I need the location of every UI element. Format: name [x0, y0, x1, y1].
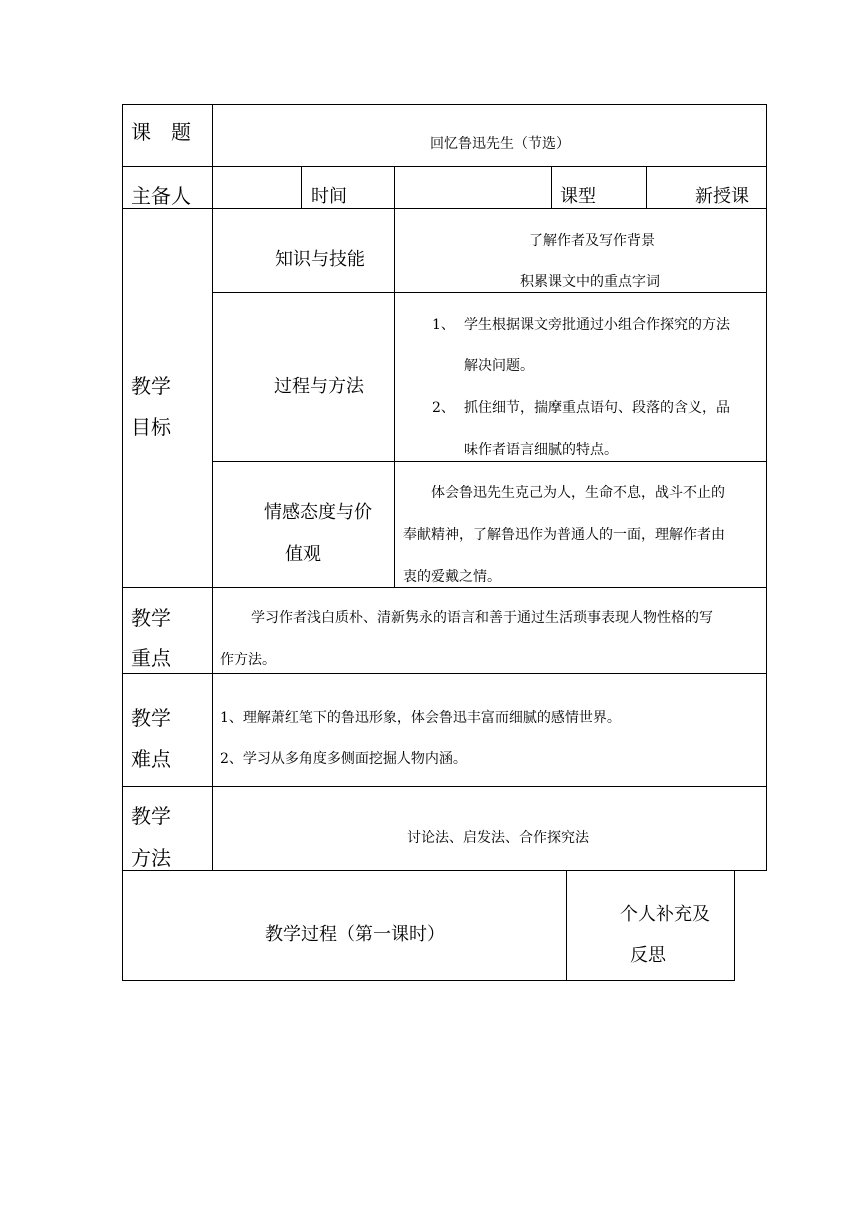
process-item-text: 抓住细节，揣摩重点语句、段落的含义，品 — [464, 400, 730, 416]
difficulty-line: 2、学习从多角度多侧面挖掘人物内涵。 — [220, 751, 467, 767]
key-points-line: 作方法。 — [220, 652, 276, 668]
process-method-label: 过程与方法 — [274, 376, 364, 397]
difficulties-label-2: 难点 — [131, 747, 171, 771]
knowledge-skills-label: 知识与技能 — [275, 249, 365, 270]
lesson-type-value: 新授课 — [695, 186, 749, 207]
key-points-line: 学习作者浅白质朴、清新隽永的语言和善于通过生活琐事表现人物性格的写 — [251, 610, 713, 626]
difficulties-label: 教学 — [131, 706, 171, 730]
process-item-text: 解决问题。 — [464, 358, 534, 374]
process-item-text: 味作者语言细腻的特点。 — [464, 442, 618, 458]
methods-label: 教学 — [131, 804, 171, 828]
topic-label: 课 题 — [131, 120, 191, 144]
teaching-process-title: 教学过程（第一课时） — [265, 924, 445, 945]
emotion-attitude-label: 情感态度与价 — [264, 502, 372, 523]
key-points-label: 教学 — [131, 606, 171, 630]
emotion-line: 衷的爱戴之情。 — [403, 569, 501, 585]
preparer-label: 主备人 — [131, 184, 191, 208]
lesson-title: 回忆鲁迅先生（节选） — [430, 136, 570, 152]
emotion-attitude-label-2: 值观 — [285, 544, 321, 565]
time-label: 时间 — [311, 186, 347, 207]
knowledge-line: 积累课文中的重点字词 — [520, 274, 660, 290]
emotion-line: 奉献精神，了解鲁迅作为普通人的一面，理解作者由 — [403, 527, 725, 543]
process-item-text: 学生根据课文旁批通过小组合作探究的方法 — [464, 317, 730, 333]
process-item-number: 1、 — [432, 317, 455, 333]
key-points-label-2: 重点 — [131, 646, 171, 670]
lesson-type-label: 课型 — [560, 186, 596, 207]
difficulty-line: 1、理解萧红笔下的鲁迅形象，体会鲁迅丰富而细腻的感情世界。 — [220, 710, 621, 726]
objectives-label: 教学 — [131, 374, 171, 398]
objectives-label-2: 目标 — [131, 415, 171, 439]
methods-label-2: 方法 — [131, 846, 171, 870]
emotion-line: 体会鲁迅先生克己为人，生命不息，战斗不止的 — [431, 485, 725, 501]
methods-value: 讨论法、启发法、合作探究法 — [407, 830, 589, 846]
knowledge-line: 了解作者及写作背景 — [529, 233, 655, 249]
personal-notes-label-2: 反思 — [630, 945, 666, 966]
process-item-number: 2、 — [432, 400, 455, 416]
personal-notes-label: 个人补充及 — [620, 904, 710, 925]
